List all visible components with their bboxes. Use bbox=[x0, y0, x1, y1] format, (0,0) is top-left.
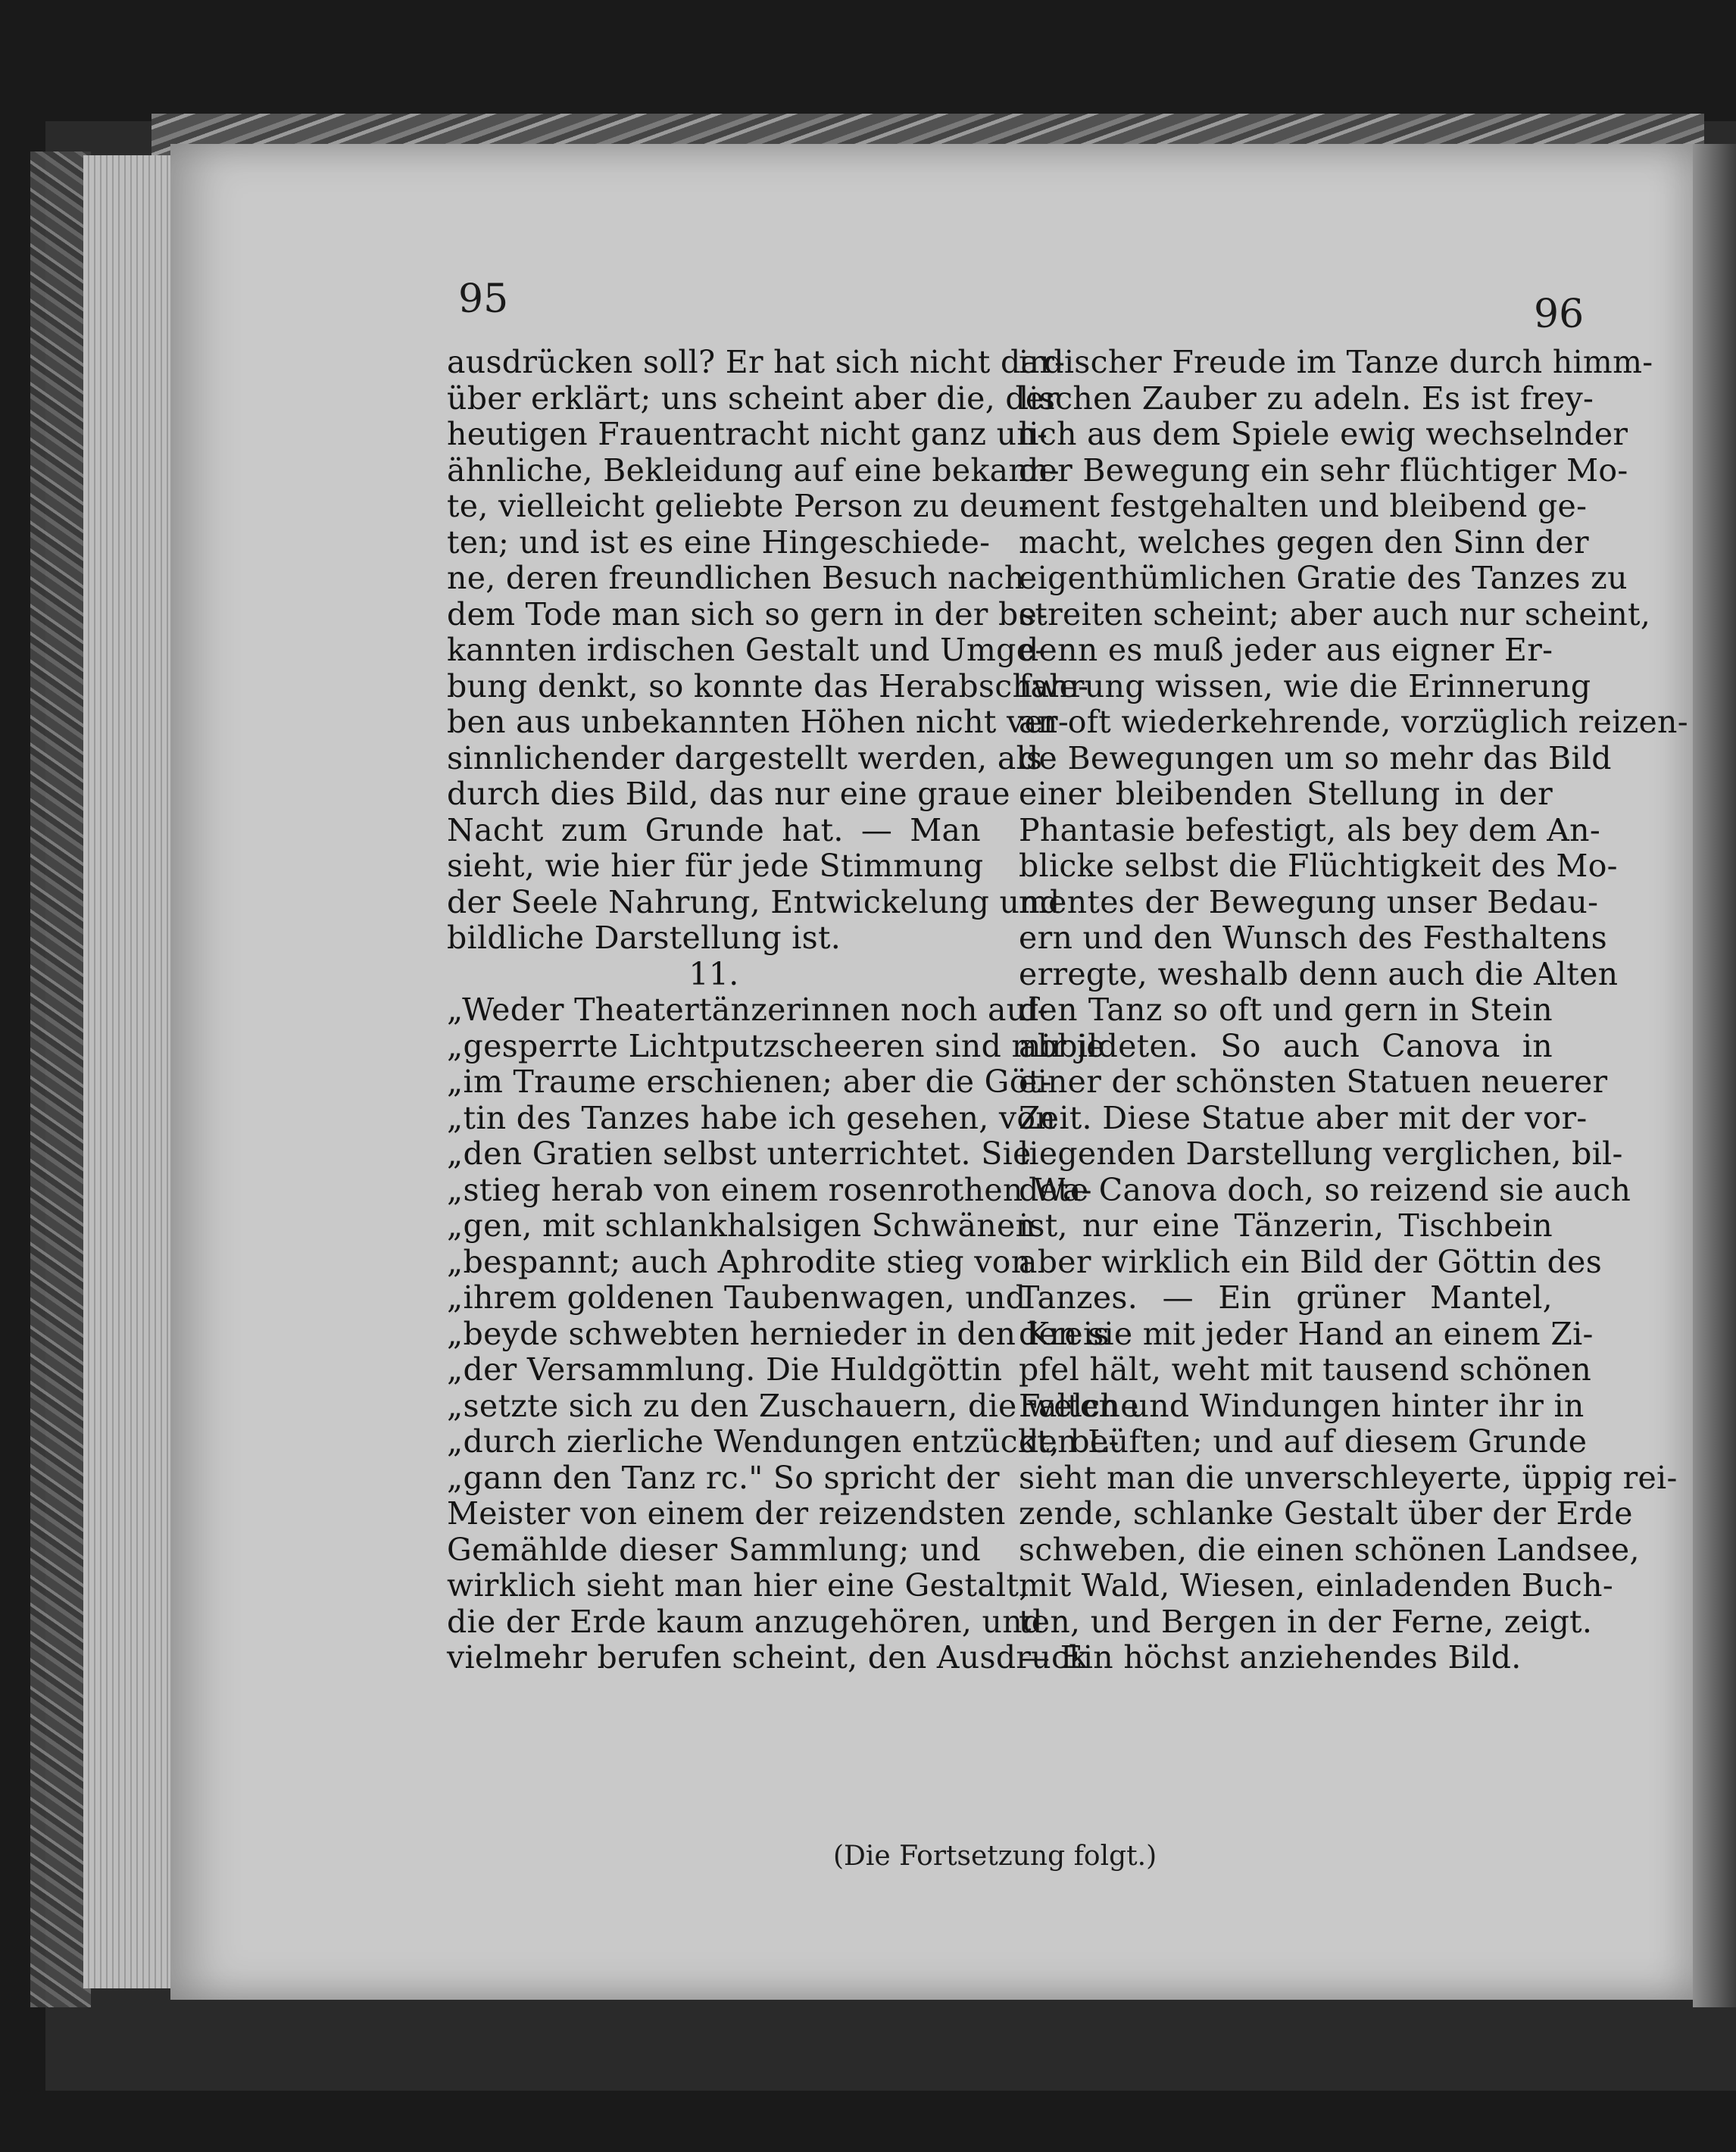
text-line: bildliche Darstellung ist. bbox=[447, 920, 841, 956]
text-line: „setzte sich zu den Zuschauern, die welche bbox=[447, 1387, 1139, 1424]
text-line: kannten irdischen Gestalt und Umge- bbox=[447, 632, 1046, 668]
text-line: sinnlichender dargestellt werden, als bbox=[447, 739, 1043, 776]
text-line: die der Erde kaum anzugehören, und bbox=[447, 1603, 1043, 1640]
text-line: 11. bbox=[688, 955, 739, 992]
right-page-text bbox=[1019, 344, 1688, 1676]
text-line: Gemählde dieser Sammlung; und bbox=[447, 1531, 981, 1568]
text-line: irdischer Freude im Tanze durch himm- bbox=[1019, 344, 1653, 380]
marbled-cover-left bbox=[30, 151, 91, 2007]
text-line: der Bewegung ein sehr flüchtiger Mo- bbox=[1019, 451, 1628, 489]
continuation-note: (Die Fortsetzung folgt.) bbox=[833, 1841, 1157, 1872]
text-line: „der Versammlung. Die Huldgöttin bbox=[447, 1351, 1003, 1388]
text-line: „gen, mit schlankhalsigen Schwänen bbox=[447, 1207, 1036, 1244]
text-line: dem Tode man sich so gern in der be- bbox=[447, 595, 1048, 632]
text-line: macht, welches gegen den Sinn der bbox=[1019, 523, 1589, 561]
text-line: Tanzes. — Ein grüner Mantel, bbox=[1019, 1279, 1553, 1316]
text-line: „gesperrte Lichtputzscheeren sind mir je bbox=[447, 1027, 1105, 1064]
text-line: eigenthümlichen Gratie des Tanzes zu bbox=[1019, 560, 1628, 596]
text-line: den Lüften; und auf diesem Grunde bbox=[1019, 1423, 1588, 1460]
book-spine-edge bbox=[1693, 144, 1736, 2007]
page-edges bbox=[83, 155, 182, 1988]
text-line: ten; und ist es eine Hingeschiede- bbox=[447, 523, 991, 561]
text-line: schweben, die einen schönen Landsee, bbox=[1019, 1531, 1640, 1568]
text-line: über erklärt; uns scheint aber die, der bbox=[447, 379, 1060, 417]
text-line: abbildeten. So auch Canova in bbox=[1019, 1027, 1553, 1064]
text-line: „bespannt; auch Aphrodite stieg von bbox=[447, 1243, 1032, 1280]
text-line: sieht man die unverschleyerte, üppig rei- bbox=[1019, 1459, 1678, 1496]
text-line: ausdrücken soll? Er hat sich nicht dar- bbox=[447, 344, 1066, 380]
text-line: Nacht zum Grunde hat. — Man bbox=[447, 811, 981, 848]
text-line: „tin des Tanzes habe ich gesehen, von bbox=[447, 1099, 1057, 1136]
text-line: zende, schlanke Gestalt über der Erde bbox=[1019, 1495, 1633, 1532]
text-line: „Weder Theatertänzerinnen noch auf- bbox=[447, 992, 1048, 1028]
text-line: erregte, weshalb denn auch die Alten bbox=[1019, 955, 1619, 992]
text-line: ähnliche, Bekleidung auf eine bekann- bbox=[447, 451, 1060, 489]
text-line: ben aus unbekannten Höhen nicht ver- bbox=[447, 704, 1069, 740]
text-line: „den Gratien selbst unterrichtet. Sie bbox=[447, 1135, 1032, 1172]
text-line: durch dies Bild, das nur eine graue bbox=[447, 776, 1010, 812]
text-line: „gann den Tanz rc." So spricht der bbox=[447, 1459, 1000, 1496]
text-line: ment festgehalten und bleibend ge- bbox=[1019, 488, 1588, 524]
text-line: liegenden Darstellung verglichen, bil- bbox=[1019, 1135, 1623, 1172]
text-line: Meister von einem der reizendsten bbox=[447, 1495, 1006, 1532]
text-line: Falten und Windungen hinter ihr in bbox=[1019, 1387, 1585, 1424]
text-line: „im Traume erschienen; aber die Göt- bbox=[447, 1064, 1052, 1100]
text-line: te, vielleicht geliebte Person zu deu- bbox=[447, 488, 1029, 524]
text-line: pfel hält, weht mit tausend schönen bbox=[1019, 1351, 1592, 1388]
text-line: denn es muß jeder aus eigner Er- bbox=[1019, 632, 1553, 668]
text-line: — Ein höchst anziehendes Bild. bbox=[1019, 1639, 1522, 1676]
text-line: Zeit. Diese Statue aber mit der vor- bbox=[1019, 1099, 1588, 1136]
text-line: heutigen Frauentracht nicht ganz un- bbox=[447, 416, 1048, 452]
text-line: fahrung wissen, wie die Erinnerung bbox=[1019, 667, 1591, 704]
text-line: lischen Zauber zu adeln. Es ist frey- bbox=[1019, 379, 1594, 417]
text-line: vielmehr berufen scheint, den Ausdruck bbox=[447, 1639, 1088, 1676]
text-line: mit Wald, Wiesen, einladenden Buch- bbox=[1019, 1567, 1613, 1604]
text-line: den sie mit jeder Hand an einem Zi- bbox=[1019, 1315, 1594, 1352]
text-line: lich aus dem Spiele ewig wechselnder bbox=[1019, 416, 1628, 452]
text-line: ern und den Wunsch des Festhaltens bbox=[1019, 920, 1607, 956]
text-line: „durch zierliche Wendungen entzückt, be- bbox=[447, 1423, 1119, 1460]
text-line: ist, nur eine Tänzerin, Tischbein bbox=[1019, 1207, 1553, 1244]
text-line: wirklich sieht man hier eine Gestalt, bbox=[447, 1567, 1029, 1604]
page-number-left: 95 bbox=[458, 276, 509, 322]
text-line: blicke selbst die Flüchtigkeit des Mo- bbox=[1019, 848, 1618, 884]
text-line: ne, deren freundlichen Besuch nach bbox=[447, 560, 1025, 596]
text-line: einer der schönsten Statuen neuerer bbox=[1019, 1064, 1608, 1100]
text-line: de Bewegungen um so mehr das Bild bbox=[1019, 739, 1612, 776]
text-line: „ihrem goldenen Taubenwagen, und bbox=[447, 1279, 1026, 1316]
text-line: bung denkt, so konnte das Herabschwe- bbox=[447, 667, 1089, 704]
text-line: der Seele Nahrung, Entwickelung und bbox=[447, 883, 1060, 920]
page-number-right: 96 bbox=[1534, 292, 1585, 337]
text-line: streiten scheint; aber auch nur scheint, bbox=[1019, 595, 1651, 632]
text-line: an oft wiederkehrende, vorzüglich reizen- bbox=[1019, 704, 1688, 740]
text-line: aber wirklich ein Bild der Göttin des bbox=[1019, 1243, 1603, 1280]
text-line: sieht, wie hier für jede Stimmung bbox=[447, 848, 984, 884]
text-line: mentes der Bewegung unser Bedau- bbox=[1019, 883, 1599, 920]
text-line: „stieg herab von einem rosenrothen Wa- bbox=[447, 1171, 1092, 1208]
text-line: den Tanz so oft und gern in Stein bbox=[1019, 992, 1553, 1028]
left-page-text bbox=[447, 344, 1139, 1676]
text-line: einer bleibenden Stellung in der bbox=[1019, 776, 1553, 812]
text-line: dete Canova doch, so reizend sie auch bbox=[1019, 1171, 1631, 1208]
text-line: ten, und Bergen in der Ferne, zeigt. bbox=[1019, 1603, 1593, 1640]
text-line: „beyde schwebten hernieder in den Kreis bbox=[447, 1315, 1110, 1352]
text-line: Phantasie befestigt, als bey dem An- bbox=[1019, 811, 1600, 848]
